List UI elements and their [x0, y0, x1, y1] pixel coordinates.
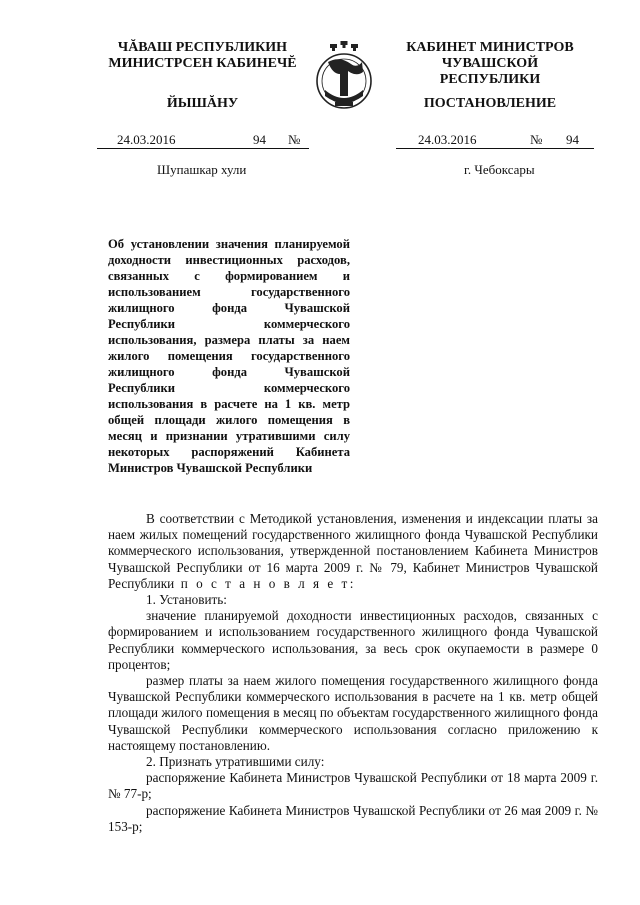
issuer-name-russian: [390, 40, 590, 88]
intro-text: В соответствии с Методикой установления, изменения и индексации платы за наем жилых помещений государственного жилищного фонда Чувашской Республики коммерческого использования, утвержденной постановлением Кабинета Министров Чувашской Республики от 16 марта 2009 г. № 79, Кабинет Министров Чувашской Республики: [108, 511, 598, 591]
document-number: 94: [566, 132, 579, 147]
date-number-line-russian: [396, 132, 594, 149]
document-type-russian: ПОСТАНОВЛЕНИЕ: [423, 96, 557, 111]
chuvash-coat-of-arms-icon: [305, 36, 383, 114]
body-paragraph: распоряжение Кабинета Министров Чувашской Республики от 18 марта 2009 г. № 77-р;: [108, 770, 598, 802]
document-number: 94: [253, 132, 266, 147]
body-paragraph: размер платы за наем жилого помещения государственного жилищного фонда Чувашской Республики коммерческого использования в расчете на 1 кв. метр общей площади жилого помещения в месяц по объектам государственного жилищного фонда Чувашской Республики коммерческого использования согласно приложению к настоящему постановлению.: [108, 673, 598, 753]
issuer-name-chuvash: [95, 40, 310, 72]
date-number-line-chuvash: [97, 132, 309, 149]
body-paragraph: распоряжение Кабинета Министров Чувашской Республики от 26 мая 2009 г. № 153-р;: [108, 802, 598, 834]
issuer-line-1: ЧĂВАШ РЕСПУБЛИКИН: [117, 40, 288, 55]
body-paragraph: [108, 511, 598, 592]
number-sign: №: [288, 132, 301, 147]
document-date: 24.03.2016: [418, 132, 477, 147]
document-date: 24.03.2016: [117, 132, 176, 147]
issuer-line-2: МИНИСТРСЕН КАБИНЕЧĔ: [108, 56, 297, 71]
document-title: Об установлении значения планируемой доходности инвестиционных расходов, связанных с формированием и использованием государственного жилищного фонда Чувашской Республики коммерческого использования, размера платы за наем жилого помещения государственного жилищного фонда Чувашской Республики коммерческого использования в расчете на 1 кв. метр общей площади жилого помещения в месяц и признании утратившими силу некоторых распоряжений Кабинета Министров Чувашской Республики: [108, 237, 350, 475]
body-paragraph: 1. Установить:: [146, 592, 227, 608]
place-of-issue-russian: г. Чебоксары: [464, 162, 535, 177]
resolves-text: п о с т а н о в л я е т:: [180, 575, 356, 591]
issuer-line-1: КАБИНЕТ МИНИСТРОВ: [406, 40, 574, 55]
document-type-chuvash: ЙЫШĂНУ: [166, 96, 239, 111]
body-paragraph: 2. Признать утратившими силу:: [146, 754, 325, 770]
issuer-line-2: ЧУВАШСКОЙ РЕСПУБЛИКИ: [439, 56, 541, 87]
place-of-issue-chuvash: Шупашкар хули: [157, 162, 247, 177]
number-sign: №: [530, 132, 543, 147]
document-body: [108, 511, 598, 835]
body-paragraph: значение планируемой доходности инвестиционных расходов, связанных с формированием и использованием государственного жилищного фонда Чувашской Республики коммерческого использования, за весь срок окупаемости в размере 0 процентов;: [108, 608, 598, 672]
